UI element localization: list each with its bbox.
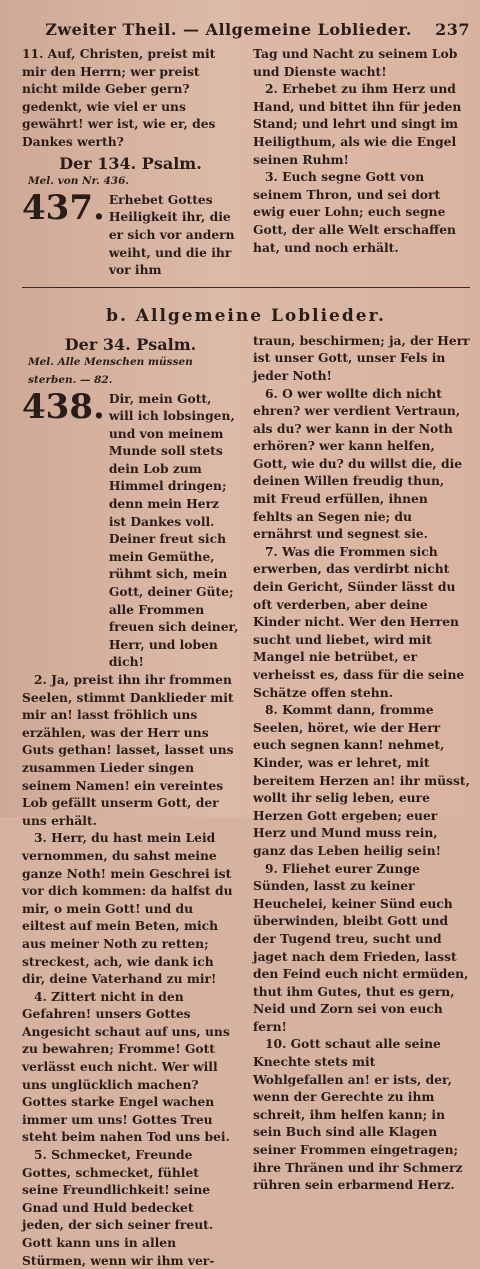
stanza-7: 7. Was die Frommen sich erwerben, das verdirbt nicht dein Gericht, Sünder lässt du oft verderben, aber deine Kinder nicht. Wer den Herren sucht und liebet, wird mit Mangel nie betrübet, er verheisst es, dass für die seine Schätze offen stehn. [253,543,465,700]
continuation: Tag und Nacht zu seinem Lob und Dienste wacht! [253,46,458,79]
stanza-11: 11. Auf, Christen, preist mit mir den Herrn; wer preist nicht milde Geber gern? gedenkt, wie viel er uns gewährt! wer ist, wie er, des Dankes werth? [22,46,216,149]
stanza-3: 3. Herr, du hast mein Leid vernommen, du sahst meine ganze Noth! mein Geschrei ist vor dich kommen: da halfst du mir, o mein Gott! und du eiltest auf mein Beten, mich aus meiner Noth zu retten; streckest, ach, wie dank ich dir, deine Vaterhand zu mir! [22,830,233,987]
melody-note: Mel. Alle Menschen müssen sterben. — 82. [28,356,193,386]
stanza-10: 10. Gott schaut alle seine Knechte stets mit Wohlgefallen an! er ists, der, wenn der Gerechte zu ihm schreit, ihm helfen kann; in sein Buch sind alle Klagen seiner Frommen eingetragen; ihre Thränen und ihr Schmerz rühren sein erbarmend Herz. [253,1036,463,1193]
running-title: Zweiter Theil. — Allgemeine Loblieder. [45,20,412,39]
psalm-heading: Der 34. Psalm. [64,334,197,354]
left-column [22,332,239,1269]
stanza-9: 9. Fliehet eurer Zunge Sünden, lasst zu keiner Heuchelei, keiner Sünd euch überwinden, bleibt Gott und der Tugend treu, sucht und jaget nach dem Frieden, lasst den Feind euch nicht ermüden, thut ihm Gutes, thut es gern, Neid und Zorn sei von euch fern! [253,860,469,1034]
top-left-column [22,45,239,279]
stanza-1: Dir, mein Gott, will ich lobsingen, und von meinem Munde soll stets dein Lob zum Himmel dringen; denn mein Herz ist Dankes voll. Deiner freut sich mein Gemüthe, rühmt sich, mein Gott, deiner Güte; alle Frommen freuen sich deiner, Herr, und loben dich! [108,390,239,670]
top-right-column [253,45,470,279]
hymn-438 [22,386,239,672]
stanza-2: 2. Erhebet zu ihm Herz und Hand, und bittet ihn für jeden Stand; und lehrt und singt im Heiligthum, als wie die Engel seinen Ruhm! [253,81,462,167]
divider [22,287,470,288]
hymn-number: 438. [22,386,105,427]
hymn-437 [22,187,239,279]
stanza-4: 4. Zittert nicht in den Gefahren! unsers Gottes Angesicht schaut auf uns, uns zu bewahren; Fromme! Gott verlässt euch nicht. Wer will uns unglücklich machen? Gottes starke Engel wachen immer um uns! Gottes Treu steht beim nahen Tod uns bei. [22,988,230,1145]
main-columns [22,332,470,1269]
stanza-6: 6. O wer wollte dich nicht ehren? wer verdient Vertraun, als du? wer kann in der Noth erhören? wer kann helfen, Gott, wie du? du willst die, die deinen Willen freudig thun, mit Freud erfüllen, ihnen fehlts an Segen nie; du ernährst und segnest sie. [253,385,463,542]
continuation: traun, beschirmen; ja, der Herr ist unser Gott, unser Fels in jeder Noth! [253,332,470,383]
top-columns [22,45,470,279]
stanza-5: 5. Schmecket, Freunde Gottes, schmecket, fühlet seine Freundlichkeit! seine Gnad und Huld bedecket jeden, der sich seiner freut. Gott kann uns in allen Stürmen, wenn wir ihm ver- [22,1147,215,1268]
stanza-2: 2. Ja, preist ihn ihr frommen Seelen, stimmt Danklieder mit mir an! lasst fröhlich uns erzählen, was der Herr uns Guts gethan! lasset, lasset uns zusammen Lieder singen seinem Namen! ein vereintes Lob gefällt unserm Gott, der uns erhält. [22,672,234,828]
melody-note: Mel. von Nr. 436. [28,175,130,188]
section-title: b. Allgemeine Loblieder. [106,305,386,326]
right-column [253,332,470,1269]
psalm-heading: Der 134. Psalm. [59,153,202,173]
stanza-8: 8. Kommt dann, fromme Seelen, höret, wie der Herr euch segnen kann! nehmet, Kinder, was er lehret, mit bereitem Herzen an! ihr müsst, wollt ihr selig leben, eure Herzen Gott ergeben; euer Herz und Mund muss rein, ganz das Leben heilig sein! [253,702,470,858]
page-header [22,20,470,39]
page-number: 237 [435,20,470,39]
hymn-text: Erhebet Gottes Heiligkeit ihr, die er sich vor andern weiht, und die ihr vor ihm [108,191,235,278]
stanza-3: 3. Euch segne Gott von seinem Thron, und sei dort ewig euer Lohn; euch segne Gott, der alle Welt erschaffen hat, und noch erhält. [253,169,456,255]
hymn-number: 437. [22,187,105,228]
